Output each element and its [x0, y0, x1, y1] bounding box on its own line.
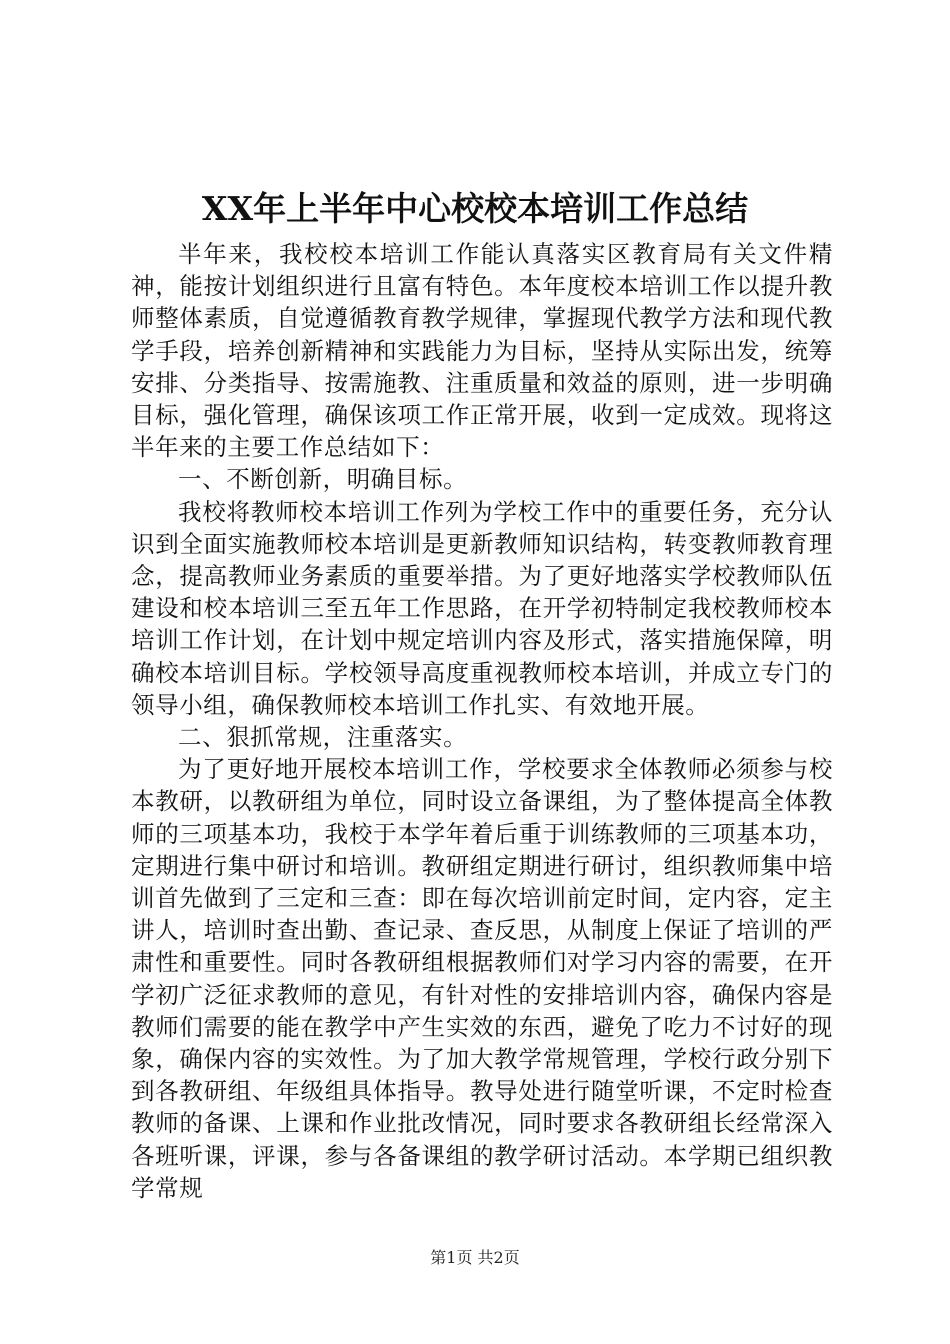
- section-heading-1: 一、不断创新，明确目标。: [178, 465, 468, 494]
- document-body: [131, 238, 833, 1204]
- section-2-paragraph: 为了更好地开展校本培训工作，学校要求全体教师必须参与校本教研，以教研组为单位，同时设立备课组，为了整体提高全体教师的三项基本功，我校于本学年着后重于训练教师的三项基本功，定期进行集中研讨和培训。教研组定期进行研讨，组织教师集中培训首先做到了三定和三查：即在每次培训前定时间，定内容，定主讲人，培训时查出勤、查记录、查反思，从制度上保证了培训的严肃性和重要性。同时各教研组根据教师们对学习内容的需要，在开学初广泛征求教师的意见，有针对性的安排培训内容，确保内容是教师们需要的能在教学中产生实效的东西，避免了吃力不讨好的现象，确保内容的实效性。为了加大教学常规管理，学校行政分别下到各教研组、年级组具体指导。教导处进行随堂听课，不定时检查教师的备课、上课和作业批改情况，同时要求各教研组长经常深入各班听课，评课，参与各备课组的教学研讨活动。本学期已组织教学常规: [131, 755, 833, 1202]
- page-number-footer: 第1页 共2页: [430, 1248, 520, 1267]
- section-1-paragraph: 我校将教师校本培训工作列为学校工作中的重要任务，充分认识到全面实施教师校本培训是更新教师知识结构，转变教师教育理念，提高教师业务素质的重要举措。为了更好地落实学校教师队伍建设和校本培训三至五年工作思路，在开学初特制定我校教师校本培训工作计划，在计划中规定培训内容及形式，落实措施保障，明确校本培训目标。学校领导高度重视教师校本培训，并成立专门的领导小组，确保教师校本培训工作扎实、有效地开展。: [131, 497, 833, 719]
- document-title: XX年上半年中心校校本培训工作总结: [201, 189, 749, 228]
- section-heading-2: 二、狠抓常规，注重落实。: [178, 723, 468, 752]
- intro-paragraph: 半年来，我校校本培训工作能认真落实区教育局有关文件精神，能按计划组织进行且富有特色。本年度校本培训工作以提升教师整体素质，自觉遵循教育教学规律，掌握现代教学方法和现代教学手段，培养创新精神和实践能力为目标，坚持从实际出发，统筹安排、分类指导、按需施教、注重质量和效益的原则，进一步明确目标，强化管理，确保该项工作正常开展，收到一定成效。现将这半年来的主要工作总结如下：: [131, 240, 833, 462]
